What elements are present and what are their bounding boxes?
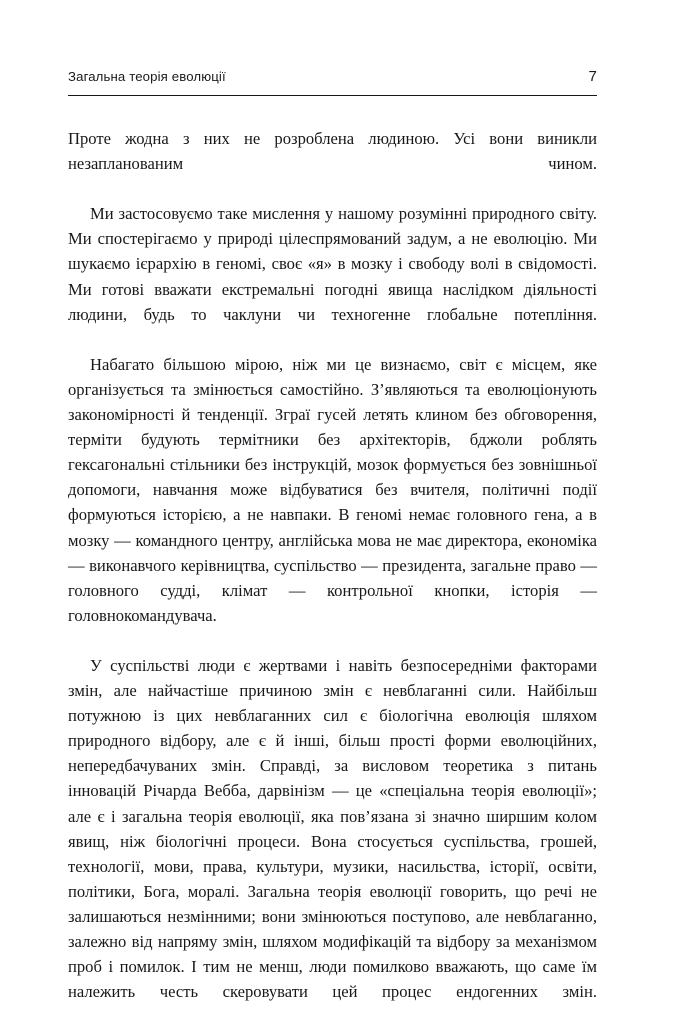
paragraph: Набагато більшою мірою, ніж ми це визнаємо, світ є місцем, яке організується та змінюється самостійно. З’являються та еволюціонують закономірності й тенденції. Зграї гусей летять клином без обговорення, терміти будують термітники без архітекторів, бджоли роблять гексагональні стільники без інструкцій, мозок формується без зовнішньої допомоги, навчання може відбуватися без вчителя, політичні події формуються історією, а не навпаки. В геномі немає головного гена, а в мозку — командного центру, англійська мова не має директора, економіка — виконавчого керівництва, суспільство — президента, загальне право — головного судді, клімат — контрольної кнопки, історія — головнокомандувача. [68, 354, 597, 625]
running-head [68, 68, 597, 86]
page-number: 7 [588, 68, 597, 85]
header-rule-divider [68, 95, 597, 96]
body-text-block [68, 126, 597, 1029]
paragraph: У суспільстві люди є жертвами і навіть безпосередніми факторами змін, але найчастіше причиною змін є невблаганні сили. Найбільш потужною із цих невблаганних сил є біологічна еволюція шляхом природного відбору, але є й інші, більш прості форми еволюційних, непередбачуваних змін. Справді, за висловом теоретика з питань інновацій Річарда Вебба, дарвінізм — це «спеціальна теорія еволюції»; але є і загальна теорія еволюції, яка пов’язана зі значно ширшим колом явищ, ніж біологічні процеси. Вона стосується суспільства, грошей, технології, мови, права, культури, музики, насильства, історії, освіти, політики, Бога, моралі. Загальна теорія еволюції говорить, що речі не залишаються незмінними; вони змінюються поступово, але невблаганно, залежно від напряму змін, шляхом модифікацій та відбору за механізмом проб і помилок. І тим не менш, люди помилково вважають, що саме їм належить честь скеровувати цей процес ендогенних змін. [68, 655, 597, 1002]
paragraph: Ми застосовуємо таке мислення у нашому розумінні природного світу. Ми спостерігаємо у природі цілеспрямований задум, а не еволюцію. Ми шукаємо ієрархію в геномі, своє «я» в мозку і свободу волі в свідомості. Ми готові вважати екстремальні погодні явища наслідком діяльності людини, будь то чаклуни чи техногенне глобальне потепління. [68, 204, 597, 324]
chapter-title: Загальна теорія еволюції [68, 69, 226, 84]
paragraph: Проте жодна з них не розроблена людиною. Усі вони виникли незапланованим чином. [68, 129, 597, 174]
